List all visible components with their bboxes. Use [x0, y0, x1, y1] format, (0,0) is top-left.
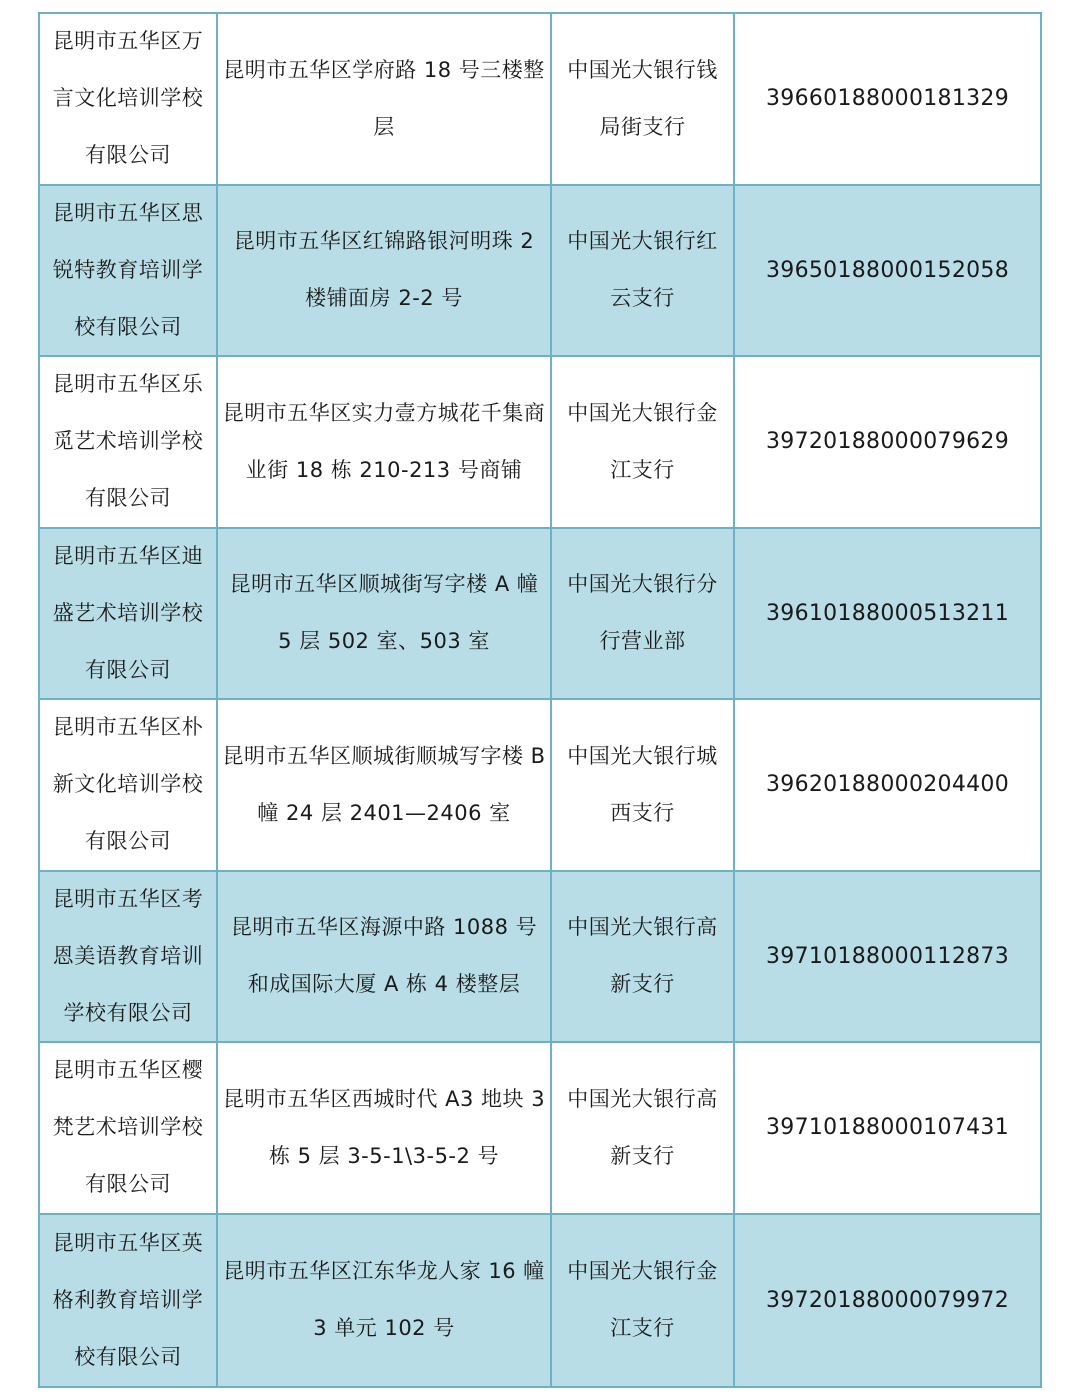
table-row — [40, 1215, 1040, 1387]
account-cell: 39610188000513211 — [765, 600, 1010, 626]
account-cell: 39720188000079629 — [765, 429, 1010, 455]
address-cell: 昆明市五华区顺城街写字楼 A 幢 5 层 502 室、503 室 — [218, 529, 552, 699]
address-cell: 昆明市五华区学府路 18 号三楼整层 — [218, 14, 552, 184]
account-cell: 39710188000112873 — [765, 943, 1010, 969]
school-name-cell: 昆明市五华区思锐特教育培训学校有限公司 — [40, 186, 218, 356]
school-name-cell: 昆明市五华区樱梵艺术培训学校有限公司 — [40, 1043, 218, 1213]
account-cell: 39710188000107431 — [765, 1115, 1010, 1141]
table-row — [40, 872, 1040, 1044]
table-row — [40, 186, 1040, 358]
table-row — [40, 14, 1040, 186]
table-row — [40, 700, 1040, 872]
school-name-cell: 昆明市五华区英格利教育培训学校有限公司 — [40, 1215, 218, 1387]
bank-cell: 中国光大银行金江支行 — [552, 357, 735, 527]
school-name-cell: 昆明市五华区朴新文化培训学校有限公司 — [40, 700, 218, 870]
school-bank-table — [38, 12, 1042, 1388]
address-cell: 昆明市五华区红锦路银河明珠 2 楼铺面房 2-2 号 — [218, 186, 552, 356]
school-name-cell: 昆明市五华区万言文化培训学校有限公司 — [40, 14, 218, 184]
bank-cell: 中国光大银行高新支行 — [552, 1043, 735, 1213]
table-row — [40, 1043, 1040, 1215]
bank-cell: 中国光大银行钱局街支行 — [552, 14, 735, 184]
account-cell: 39620188000204400 — [765, 772, 1010, 798]
account-cell: 39660188000181329 — [765, 86, 1010, 112]
bank-cell: 中国光大银行分行营业部 — [552, 529, 735, 699]
address-cell: 昆明市五华区顺城街顺城写字楼 B 幢 24 层 2401—2406 室 — [218, 700, 552, 870]
bank-cell: 中国光大银行红云支行 — [552, 186, 735, 356]
school-name-cell: 昆明市五华区迪盛艺术培训学校有限公司 — [40, 529, 218, 699]
address-cell: 昆明市五华区海源中路 1088 号和成国际大厦 A 栋 4 楼整层 — [218, 872, 552, 1042]
account-cell: 39650188000152058 — [765, 257, 1010, 283]
bank-cell: 中国光大银行金江支行 — [552, 1215, 735, 1387]
address-cell: 昆明市五华区实力壹方城花千集商业街 18 栋 210-213 号商铺 — [218, 357, 552, 527]
address-cell: 昆明市五华区西城时代 A3 地块 3 栋 5 层 3-5-1\3-5-2 号 — [218, 1043, 552, 1213]
school-name-cell: 昆明市五华区考恩美语教育培训学校有限公司 — [40, 872, 218, 1042]
table-row — [40, 529, 1040, 701]
bank-cell: 中国光大银行高新支行 — [552, 872, 735, 1042]
bank-cell: 中国光大银行城西支行 — [552, 700, 735, 870]
account-cell: 39720188000079972 — [765, 1287, 1010, 1313]
school-name-cell: 昆明市五华区乐觅艺术培训学校有限公司 — [40, 357, 218, 527]
table-row — [40, 357, 1040, 529]
address-cell: 昆明市五华区江东华龙人家 16 幢 3 单元 102 号 — [218, 1215, 552, 1387]
